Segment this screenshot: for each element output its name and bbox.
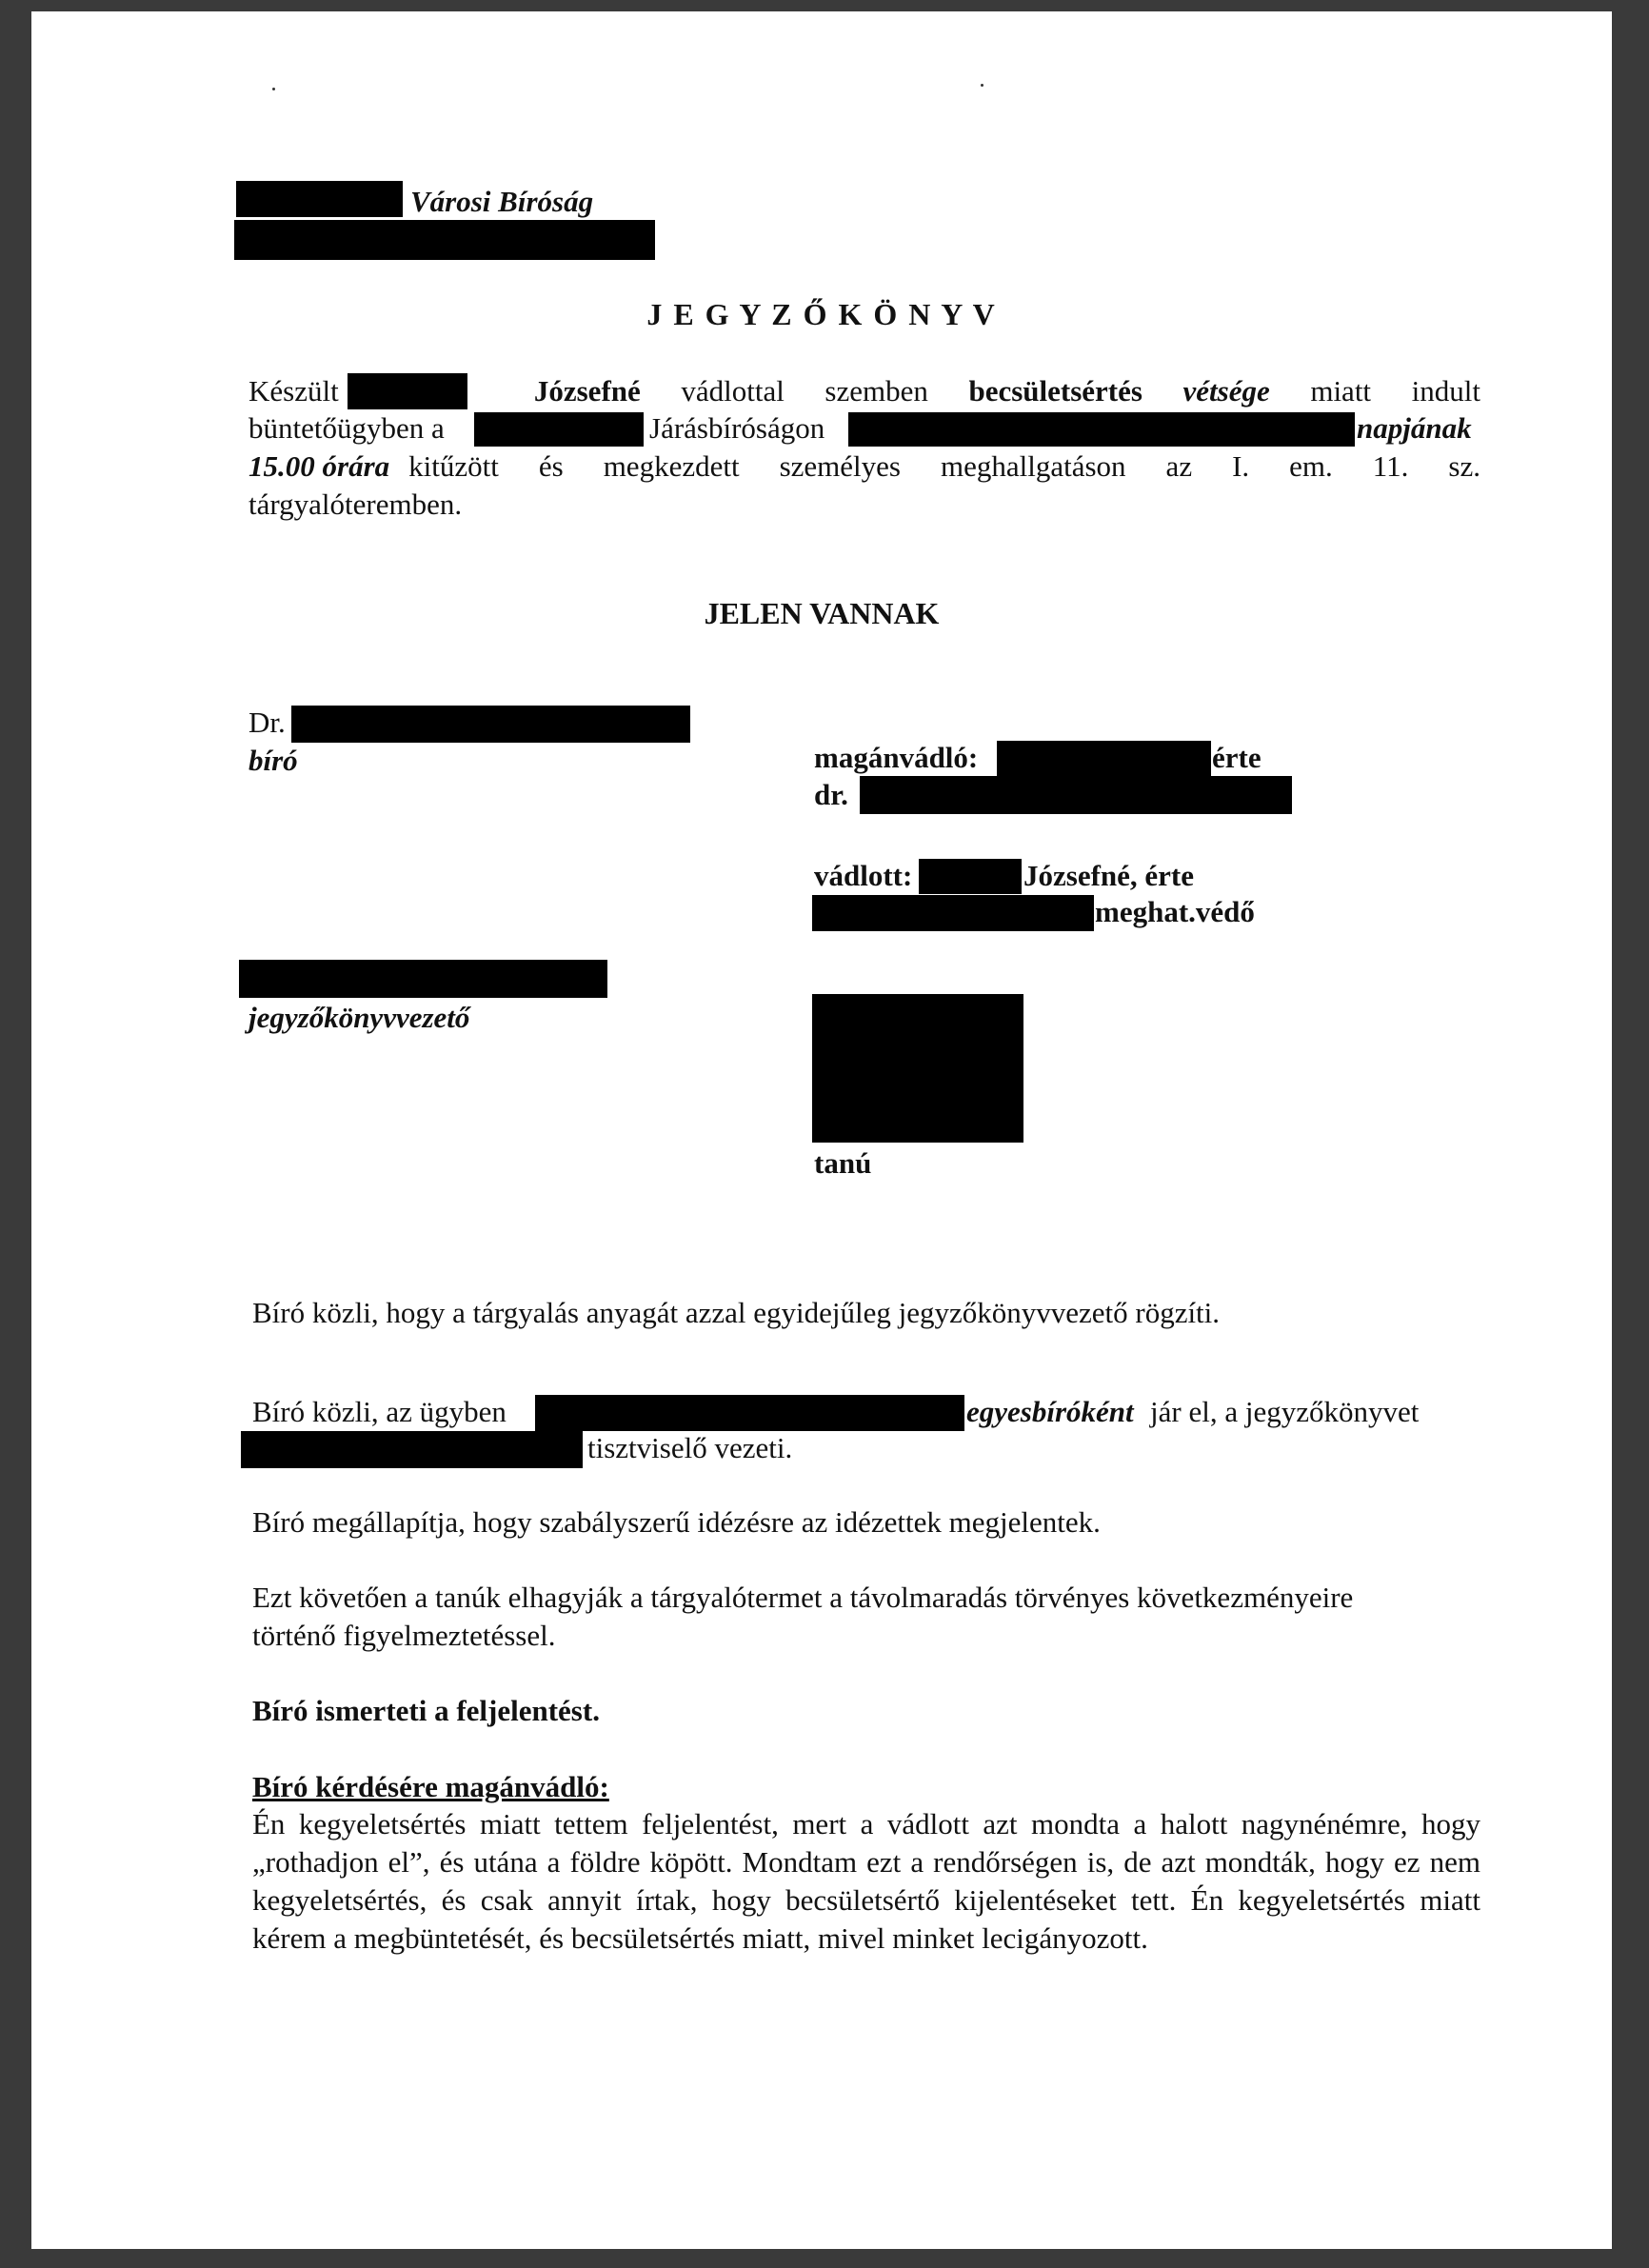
- scan-dot: [272, 88, 275, 90]
- paragraph-judge-b: egyesbíróként: [966, 1395, 1134, 1428]
- judge-prefix: Dr.: [248, 706, 286, 739]
- defendant-name-line: Józsefné, érte: [1023, 859, 1195, 892]
- witness-role: tanú: [814, 1146, 872, 1180]
- intro-word: miatt: [1310, 374, 1372, 408]
- defender-label: meghat.védő: [1095, 895, 1255, 928]
- document-page: [31, 11, 1612, 2249]
- intro-word: szemben: [824, 374, 928, 408]
- offense-type: vétsége: [1182, 374, 1270, 408]
- present-heading: JELEN VANNAK: [704, 596, 940, 630]
- judge-role: bíró: [248, 744, 298, 777]
- redacted-clerk-name: [239, 960, 607, 998]
- intro-line-2-c: napjának: [1357, 411, 1472, 445]
- intro-line-2-b: Járásbíróságon: [649, 411, 825, 445]
- paragraph-judge-a: Bíró közli, az ügyben: [252, 1395, 507, 1428]
- private-prosecutor-dr: dr.: [814, 778, 848, 811]
- paragraph-recording: Bíró közli, hogy a tárgyalás anyagát azzal egyidejűleg jegyzőkönyvvezető rögzíti.: [252, 1296, 1221, 1329]
- intro-word: indult: [1411, 374, 1480, 408]
- paragraph-judge-c: jár el, a jegyzőkönyvet: [1150, 1395, 1420, 1428]
- testimony-heading: Bíró kérdésére magánvádló:: [252, 1770, 609, 1803]
- intro-word: vádlottal: [681, 374, 785, 408]
- intro-line-2-a: büntetőügyben a: [248, 411, 445, 445]
- document-title: J E G Y Z Ő K Ö N Y V: [646, 297, 997, 331]
- redacted-court-location: [474, 412, 644, 447]
- redacted-private-prosecutor: [997, 741, 1211, 776]
- paragraph-complaint: Bíró ismerteti a feljelentést.: [252, 1694, 600, 1727]
- redacted-court-address: [234, 220, 655, 260]
- private-prosecutor-for: érte: [1212, 741, 1262, 774]
- scan-dot: [981, 84, 983, 87]
- defendant-label: vádlott:: [814, 859, 913, 892]
- redacted-court-name: [236, 181, 403, 217]
- private-prosecutor-label: magánvádló:: [814, 741, 979, 774]
- paragraph-judge-d: tisztviselő vezeti.: [587, 1431, 793, 1464]
- redacted-date: [848, 412, 1355, 447]
- redacted-witness-names: [812, 994, 1023, 1143]
- court-suffix: Városi Bíróság: [410, 185, 594, 218]
- intro-line-4: tárgyalóteremben.: [248, 487, 463, 521]
- testimony-text: Én kegyeletsértés miatt tettem feljelentést, mert a vádlott azt mondta a halott nagynénémre, hogy „rothadjon el”, és utána a földre köpött. Mondtam ezt a rendőrségen is, de azt mondták, hogy ez nem kegyeletsértés, és csak annyit írtak, hogy becsületsértő kijelentéseket tett. Én kegyeletsértés miatt kérem a megbüntetését, és becsületsértés miatt, mivel minket lecigányozott.: [252, 1807, 1480, 1955]
- paragraph-witnesses-l2: történő figyelmeztetéssel.: [252, 1619, 556, 1652]
- redacted-judge-name: [291, 706, 690, 743]
- intro-word: Készült: [248, 374, 339, 408]
- offense: becsületsértés: [968, 374, 1142, 408]
- intro-line-3: [248, 448, 1480, 486]
- defendant-name: Józsefné: [533, 374, 641, 408]
- clerk-role: jegyzőkönyvvezető: [248, 1001, 470, 1034]
- redacted-defendant-surname: [348, 373, 467, 409]
- paragraph-summons: Bíró megállapítja, hogy szabályszerű idézésre az idézettek megjelentek.: [252, 1505, 1101, 1539]
- paragraph-witnesses-l1: Ezt követően a tanúk elhagyják a tárgyalótermet a távolmaradás törvényes következményeire: [252, 1581, 1354, 1614]
- intro-line-3-rest: kitűzött és megkezdett személyes meghallgatáson az I. em. 11. sz.: [408, 449, 1480, 483]
- redacted-judge-name-2: [535, 1395, 964, 1431]
- redacted-prosecutor-lawyer: [860, 776, 1292, 814]
- hearing-time: 15.00 órára: [248, 449, 390, 483]
- redacted-defender-name: [812, 895, 1094, 931]
- redacted-defendant-surname-2: [919, 859, 1022, 894]
- redacted-clerk-name-2: [241, 1431, 583, 1468]
